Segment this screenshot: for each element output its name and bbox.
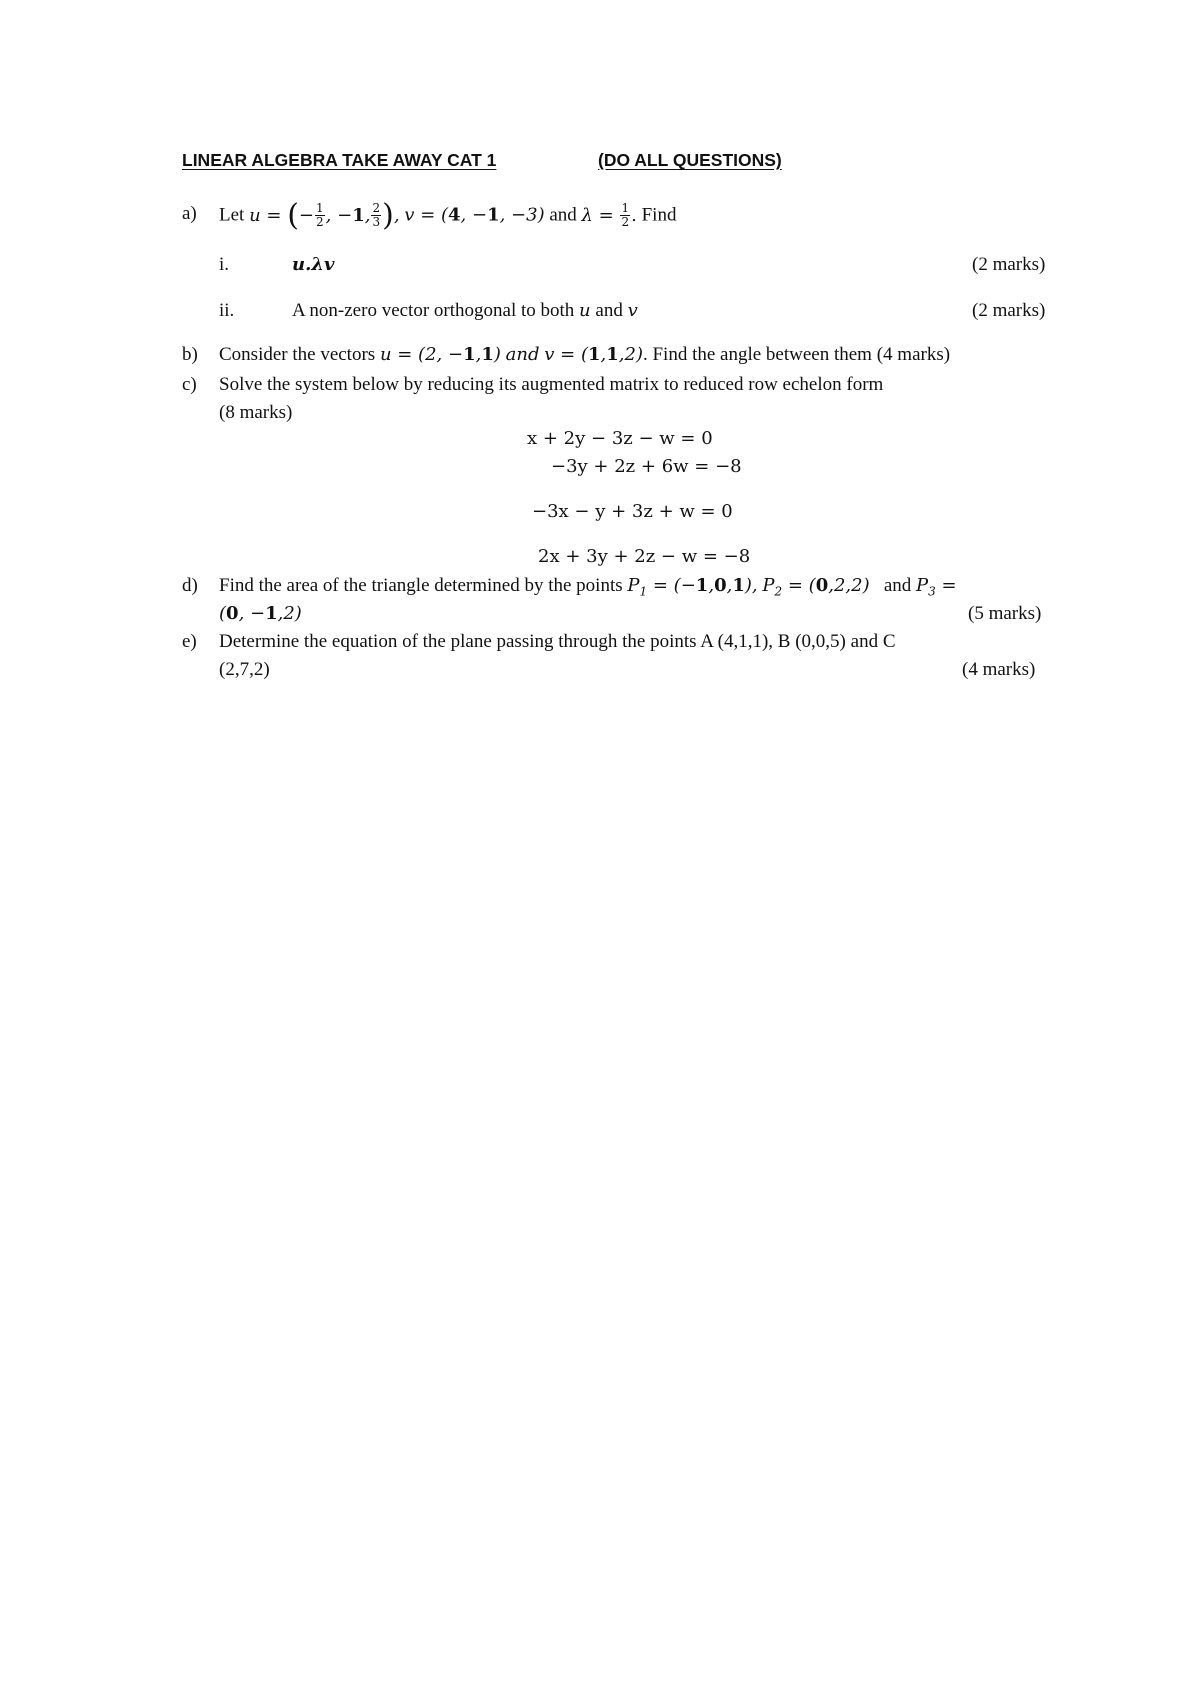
v-definition: v = (4, −1, −3) [404,204,545,226]
part-ii-text-before: A non-zero vector orthogonal to both [292,300,575,321]
and-word-a: and [549,204,577,226]
instruction-heading: (DO ALL QUESTIONS) [598,150,782,170]
equation-4: 2x + 3y + 2z − w = −8 [538,546,751,567]
equation-2: −3y + 2z + 6w = −8 [551,456,742,477]
part-i-label: i. [219,254,230,275]
part-i-expression: u.λv [292,254,335,275]
part-ii-label: ii. [219,300,235,321]
part-ii-v: v [627,300,638,321]
find-word: Find [641,204,677,226]
page-title: LINEAR ALGEBRA TAKE AWAY CAT 1 [182,150,497,170]
part-ii-and: and [595,300,623,321]
part-ii-u: u [579,300,591,321]
question-c-label: c) [182,374,197,395]
lambda-definition: λ = $\frac{1}{2}$ . [581,201,637,229]
question-e-label: e) [182,631,197,652]
question-e-text: Determine the equation of the plane passing through the points A (4,1,1), B (0,0,5) and C [219,631,896,652]
point-p3-start: $P_3$ = [916,575,957,599]
equation-1: x + 2y − 3z − w = 0 [527,428,713,449]
part-i-marks: (2 marks) [972,254,1046,275]
question-a-label: a) [182,203,197,224]
question-d-marks: (5 marks) [968,603,1042,624]
question-b-text [219,343,950,367]
question-b-text-before: Consider the vectors [219,344,376,365]
question-d-text-before: Find the area of the triangle determined by the points [219,575,623,596]
u-definition: u = (− $\frac{1}{2}$ , −1, $\frac{2}{3}$ ), [249,197,400,233]
part-ii-marks: (2 marks) [972,300,1046,321]
point-p2: $P_2 = (0,2,2)$ [762,575,870,599]
part-ii-text [292,299,638,323]
question-b-v: v = (1,1,2) [544,344,643,365]
question-c-marks: (8 marks) [219,402,293,423]
equation-3: −3x − y + 3z + w = 0 [532,501,733,522]
point-p3-end: (0, −1,2) [219,603,302,624]
question-b-and: and [505,344,540,365]
let-word: Let [219,204,245,226]
question-b-u: u = (2, −1,1) [379,344,501,365]
question-b-label: b) [182,344,198,365]
question-e-text-line2: (2,7,2) [219,659,270,680]
question-a-text [219,197,677,233]
question-b-text-after: . Find the angle between them (4 marks) [642,344,951,365]
question-c-text: Solve the system below by reducing its augmented matrix to reduced row echelon form [219,374,884,395]
point-p1: $P_1 = (-1,0,1)$, [627,575,758,599]
question-e-marks: (4 marks) [962,659,1036,680]
question-d-label: d) [182,575,198,596]
question-d-text [219,574,957,604]
question-d-and: and [883,575,912,596]
